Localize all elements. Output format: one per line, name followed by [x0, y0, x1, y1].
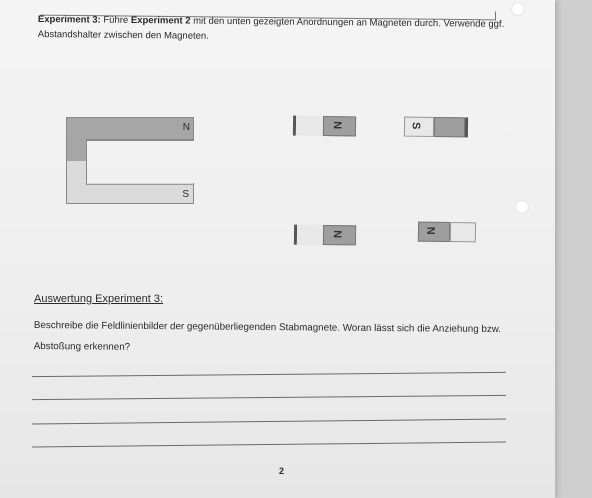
bar-magnet-3-pole-label: N	[330, 230, 344, 239]
bar-magnet-4	[418, 222, 476, 243]
bar-magnet-3-light-half	[297, 225, 323, 245]
answer-line-3[interactable]	[32, 419, 506, 425]
bar-magnet-2-end	[465, 117, 468, 137]
u-magnet-north-arm	[66, 117, 194, 141]
u-magnet-south-arm	[66, 183, 194, 204]
u-magnet-south-label: S	[182, 189, 189, 200]
bar-magnet-1-light-half	[296, 116, 323, 136]
bar-magnet-2-dark-half	[434, 117, 465, 137]
experiment-label: Experiment 3:	[37, 13, 101, 26]
u-magnet-north-label: N	[182, 122, 190, 133]
punch-hole-top	[511, 2, 525, 16]
bar-magnet-3	[294, 225, 356, 246]
bar-magnet-2	[404, 117, 468, 138]
instruction-text-1: Führe	[100, 14, 131, 26]
u-magnet-bend-south	[66, 161, 87, 183]
answer-line-1[interactable]	[32, 372, 506, 377]
bar-magnet-2-pole-label: S	[409, 121, 422, 130]
punch-hole-middle	[515, 200, 529, 214]
experiment-instructions	[38, 12, 508, 47]
instruction-text-2: mit den unten gezeigten Anordnungen an Magneten durch. Verwende ggf. Abstandshalter zwischen den Magneten.	[37, 15, 505, 42]
u-magnet	[66, 117, 194, 205]
u-magnet-bend-north	[66, 139, 87, 161]
answer-line-4[interactable]	[32, 442, 506, 448]
bar-magnet-4-light-half	[450, 222, 476, 242]
bar-magnet-1-pole-label: N	[330, 121, 344, 130]
page-number: 2	[279, 466, 285, 476]
evaluation-title: Auswertung Experiment 3:	[34, 293, 164, 305]
answer-line-2[interactable]	[32, 395, 506, 400]
evaluation-question: Beschreibe die Feldlinienbilder der gegenüberliegenden Stabmagnete. Woran lässt sich die Anziehung bzw. Abstoßung erkennen?	[33, 319, 502, 353]
experiment-reference: Experiment 2	[130, 14, 191, 27]
bar-magnet-4-pole-label: N	[425, 226, 439, 235]
bar-magnet-1	[293, 116, 356, 137]
u-magnet-inner-edge	[86, 139, 193, 185]
